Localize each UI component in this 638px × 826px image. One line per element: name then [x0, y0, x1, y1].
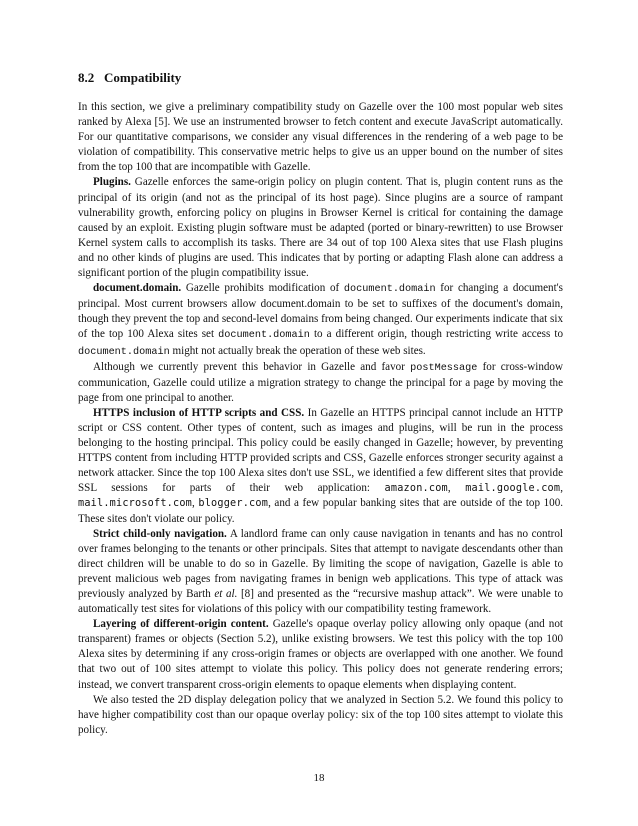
separator: , — [192, 497, 199, 510]
domain-name: mail.microsoft.com — [78, 498, 193, 510]
paragraph-text: Gazelle enforces the same-origin policy on plugin content. That is, plugin content runs as the principal of its origin (and not as the principal of its host page). Since plugins are a source of rampant vulnerability growth, enforcing policy on plugins in Browser Kernel is critical for containing the damage caused by an exploit. Existing plugin software must be adapted (ported or binary-rewritten) to use Browser Kernel system calls to accomplish its tasks. There are 34 out of top 100 Alexa sites that use Flash plugins and no other kinds of plugins are used. This indicates that by porting or adapting Flash alone can address a significant portion of the plugin compatibility issue. — [78, 176, 563, 280]
section-heading — [78, 70, 563, 86]
paragraph-navigation — [78, 527, 563, 618]
paragraph-lead: Plugins. — [93, 176, 131, 189]
inline-code: document.domain — [218, 330, 310, 342]
inline-code: document.domain — [343, 284, 436, 296]
paragraph-text: Although we currently prevent this behavior in Gazelle and favor — [93, 360, 411, 373]
inline-code: postMessage — [410, 362, 478, 374]
paragraph-text: Gazelle prohibits modification of — [181, 282, 344, 295]
paragraph-text: , and a few popular banking sites that are outside of the top 100. These sites don't violate our policy. — [78, 497, 564, 525]
section-title: Compatibility — [104, 70, 182, 85]
separator: , — [560, 482, 564, 495]
section-number: 8.2 — [78, 70, 95, 85]
paragraph-text: In Gazelle an HTTPS principal cannot include an HTTP script or CSS content. Other types of content, such as images and plugins, will be run in the process belonging to the hosting principal. This policy could be easily changed in Gazelle; however, by preventing HTTPS content from including HTTP provided scripts and CSS, Gazelle enforces stronger security against a network attacker. Since the top 100 Alexa sites don't use SSL, we identified a few different sites that provide SSL sessions for parts of their web application: — [78, 406, 563, 495]
domain-name: blogger.com — [198, 498, 269, 510]
domain-name: amazon.com — [384, 483, 448, 495]
paragraph-text: Gazelle's opaque overlay policy allowing only opaque (and not transparent) frames or objects (Section 5.2), unlike existing browsers. We test this policy with the top 100 Alexa sites by determining if any cross-origin frames or objects are overlapped with one another. We found that two out of 100 sites attempt to violate this policy. This policy does not generate rendering errors; instead, we convert transparent cross-origin elements to opaque elements when displaying content. — [78, 618, 563, 691]
paragraph-plugins — [78, 175, 563, 281]
paragraph-text: to a different origin, though restricting write access to — [309, 328, 564, 341]
emphasis: et al. — [214, 588, 238, 600]
paragraph-text: for cross-window communication, Gazelle could utilize a migration strategy to change the principal for a page by moving the page from one principal to another. — [78, 360, 563, 404]
paragraph-lead: Strict child-only navigation. — [93, 527, 227, 540]
paragraph-https — [78, 406, 563, 527]
paragraph-text: [8] and presented as the “recursive mashup attack”. We were unable to automatically test sites for violations of this policy with our compatibility testing framework. — [78, 588, 563, 616]
paragraph-postmessage — [78, 360, 563, 406]
paragraph-display-delegation: We also tested the 2D display delegation policy that we analyzed in Section 5.2. We found this policy to have higher compatibility cost than our opaque overlay policy: six of the top 100 sites attempt to violate this policy. — [78, 693, 563, 736]
paragraph-lead: document.domain. — [93, 282, 182, 295]
page-body — [78, 70, 563, 738]
paragraph-lead: HTTPS inclusion of HTTP scripts and CSS. — [93, 406, 305, 419]
paragraph-document-domain — [78, 281, 563, 359]
paragraph-text: might not actually break the operation of these web sites. — [169, 344, 426, 357]
paragraph-layering — [78, 617, 563, 692]
separator: , — [447, 482, 466, 495]
paragraph-lead: Layering of different-origin content. — [93, 618, 269, 631]
page-number: 18 — [313, 772, 325, 784]
paragraph-text: A landlord frame can only cause navigation in tenants and has no control over frames belonging to the tenants or other principals. Sites that attempt to navigate descendants other than direct children will be unable to do so in Gazelle. By limiting the scope of navigation, Gazelle is able to prevent malicious web pages from navigating frames in benign web applications. This type of attack was previously analyzed by Barth — [78, 527, 564, 600]
paragraph-text: for changing a document's principal. Most current browsers allow document.domain to be set to suffixes of the document's domain, though they prevent the top and second-level domains from being changed. Our experiments indicate that six of the top 100 Alexa sites set — [78, 282, 563, 341]
inline-code: document.domain — [78, 346, 170, 358]
paragraph-intro: In this section, we give a preliminary compatibility study on Gazelle over the 100 most popular web sites ranked by Alexa [5]. We use an instrumented browser to fetch content and execute JavaScript automatically. For our quantitative comparisons, we consider any visual differences in the rendering of a web page to be violation of compatibility. This conservative metric helps to give us an upper bound on the number of sites from the top 100 that are incompatible with Gazelle. — [78, 101, 563, 174]
domain-name: mail.google.com — [465, 483, 561, 495]
